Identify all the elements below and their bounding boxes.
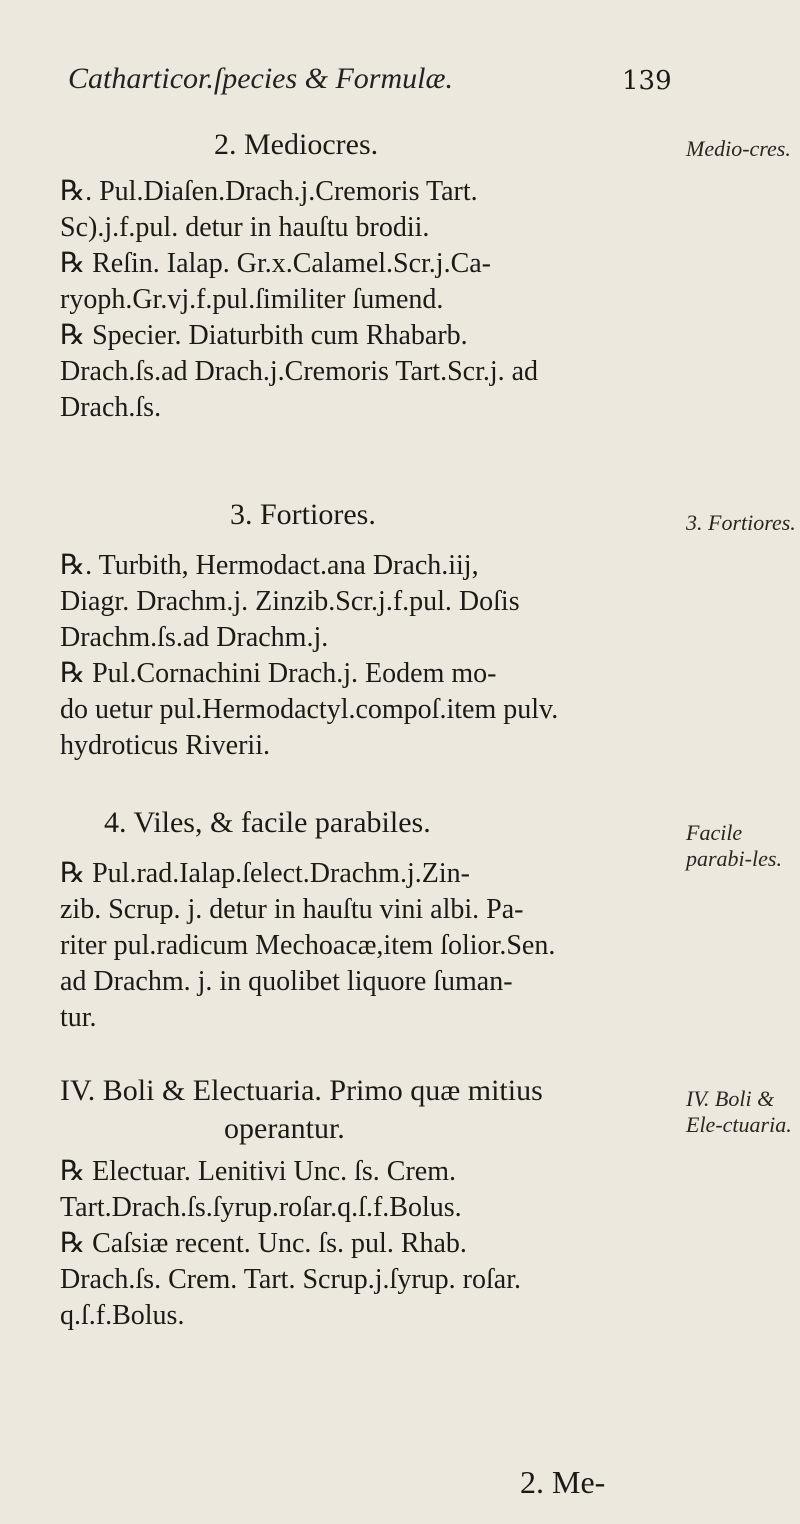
text-line: tur.: [60, 1002, 97, 1033]
text-line: do uetur pul.Hermodactyl.compoſ.item pulv.: [60, 694, 559, 725]
text-line: ℞ Pul.rad.Ialap.ſelect.Drachm.j.Zin-: [60, 858, 470, 889]
running-title: Catharticor.ſpecies & Formulæ.: [68, 62, 453, 95]
text-line: Tart.Drach.ſs.ſyrup.roſar.q.ſ.f.Bolus.: [60, 1192, 462, 1223]
section-heading-viles: 4. Viles, & facile parabiles.: [104, 806, 431, 839]
text-line: riter pul.radicum Mechoacæ,item ſolior.Sen.: [60, 930, 556, 961]
section-heading-boli: IV. Boli & Electuaria. Primo quæ mitius: [60, 1074, 543, 1107]
text-line: zib. Scrup. j. detur in hauſtu vini albi. Pa-: [60, 894, 524, 925]
text-line: Diagr. Drachm.j. Zinzib.Scr.j.f.pul. Doſis: [60, 586, 520, 617]
text-line: ℞ Pul.Cornachini Drach.j. Eodem mo-: [60, 658, 497, 689]
text-line: ℞ Caſsiæ recent. Unc. ſs. pul. Rhab.: [60, 1228, 467, 1259]
margin-note-mediocres: Medio-cres.: [686, 136, 791, 161]
text-line: Drach.ſs.: [60, 392, 162, 423]
text-line: ℞. Pul.Diaſen.Drach.j.Cremoris Tart.: [60, 176, 478, 207]
text-line: ryoph.Gr.vj.f.pul.ſimiliter ſumend.: [60, 284, 444, 315]
text-line: ℞ Specier. Diaturbith cum Rhabarb.: [60, 320, 468, 351]
section-subheading-boli: operantur.: [224, 1112, 345, 1145]
page-number: 139: [622, 66, 672, 96]
catchword: 2. Me-: [520, 1464, 606, 1500]
text-line: Sc).j.f.pul. detur in hauſtu brodii.: [60, 212, 430, 243]
margin-note-fortiores: 3. Fortiores.: [686, 510, 796, 535]
text-line: Drach.ſs.ad Drach.j.Cremoris Tart.Scr.j. ad: [60, 356, 539, 387]
section-heading-mediocres: 2. Mediocres.: [214, 128, 379, 161]
text-line: ℞ Reſin. Ialap. Gr.x.Calamel.Scr.j.Ca-: [60, 248, 492, 279]
text-line: Drachm.ſs.ad Drachm.j.: [60, 622, 329, 653]
text-line: ℞. Turbith, Hermodact.ana Drach.iij,: [60, 550, 479, 581]
text-line: hydroticus Riverii.: [60, 730, 270, 761]
text-line: Drach.ſs. Crem. Tart. Scrup.j.ſyrup. roſar.: [60, 1264, 521, 1295]
text-line: ℞ Electuar. Lenitivi Unc. ſs. Crem.: [60, 1156, 457, 1187]
margin-note-faciles: Facile parabi-les.: [686, 820, 782, 871]
text-line: ad Drachm. j. in quolibet liquore ſuman-: [60, 966, 513, 997]
section-heading-fortiores: 3. Fortiores.: [230, 498, 376, 531]
margin-note-boli: IV. Boli & Ele-ctuaria.: [686, 1086, 792, 1137]
text-line: q.ſ.f.Bolus.: [60, 1300, 185, 1331]
